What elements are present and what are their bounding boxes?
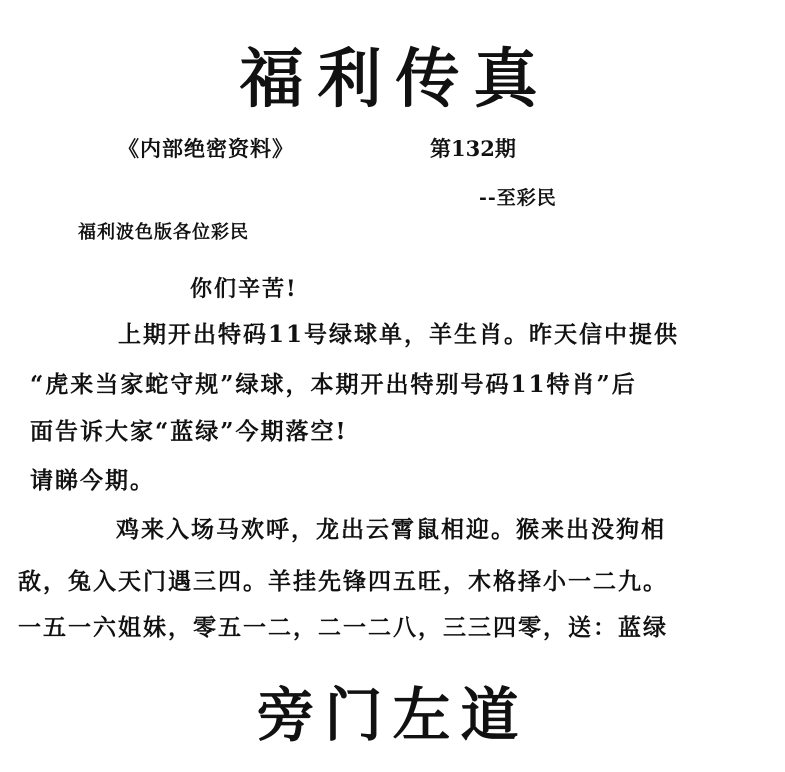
body-line: 请睇今期。 <box>30 467 155 494</box>
issue-number: 第132期 <box>430 136 516 161</box>
body-line: “虎来当家蛇守规”绿球，本期开出特别号码11特肖”后 <box>30 371 637 398</box>
greeting-line: 你们辛苦! <box>190 276 298 302</box>
document-title: 福利传真 <box>239 42 552 117</box>
signature-line: --至彩民 <box>479 187 557 209</box>
body-line: 鸡来入场马欢呼，龙出云霄鼠相迎。猴来出没狗相 <box>116 516 666 543</box>
confidential-label: 《内部绝密资料》 <box>118 136 294 161</box>
recipient-line: 福利波色版各位彩民 <box>78 222 249 243</box>
body-line: 敌，兔入天门遇三四。羊挂先锋四五旺，木格择小一二九。 <box>18 568 668 595</box>
footer-title: 旁门左道 <box>256 681 529 749</box>
body-line: 一五一六姐妹，零五一二，二一二八，三三四零，送：蓝绿 <box>18 614 668 641</box>
body-line: 面告诉大家“蓝绿”今期落空! <box>30 418 348 445</box>
body-line: 上期开出特码11号绿球单，羊生肖。昨天信中提供 <box>118 321 680 348</box>
